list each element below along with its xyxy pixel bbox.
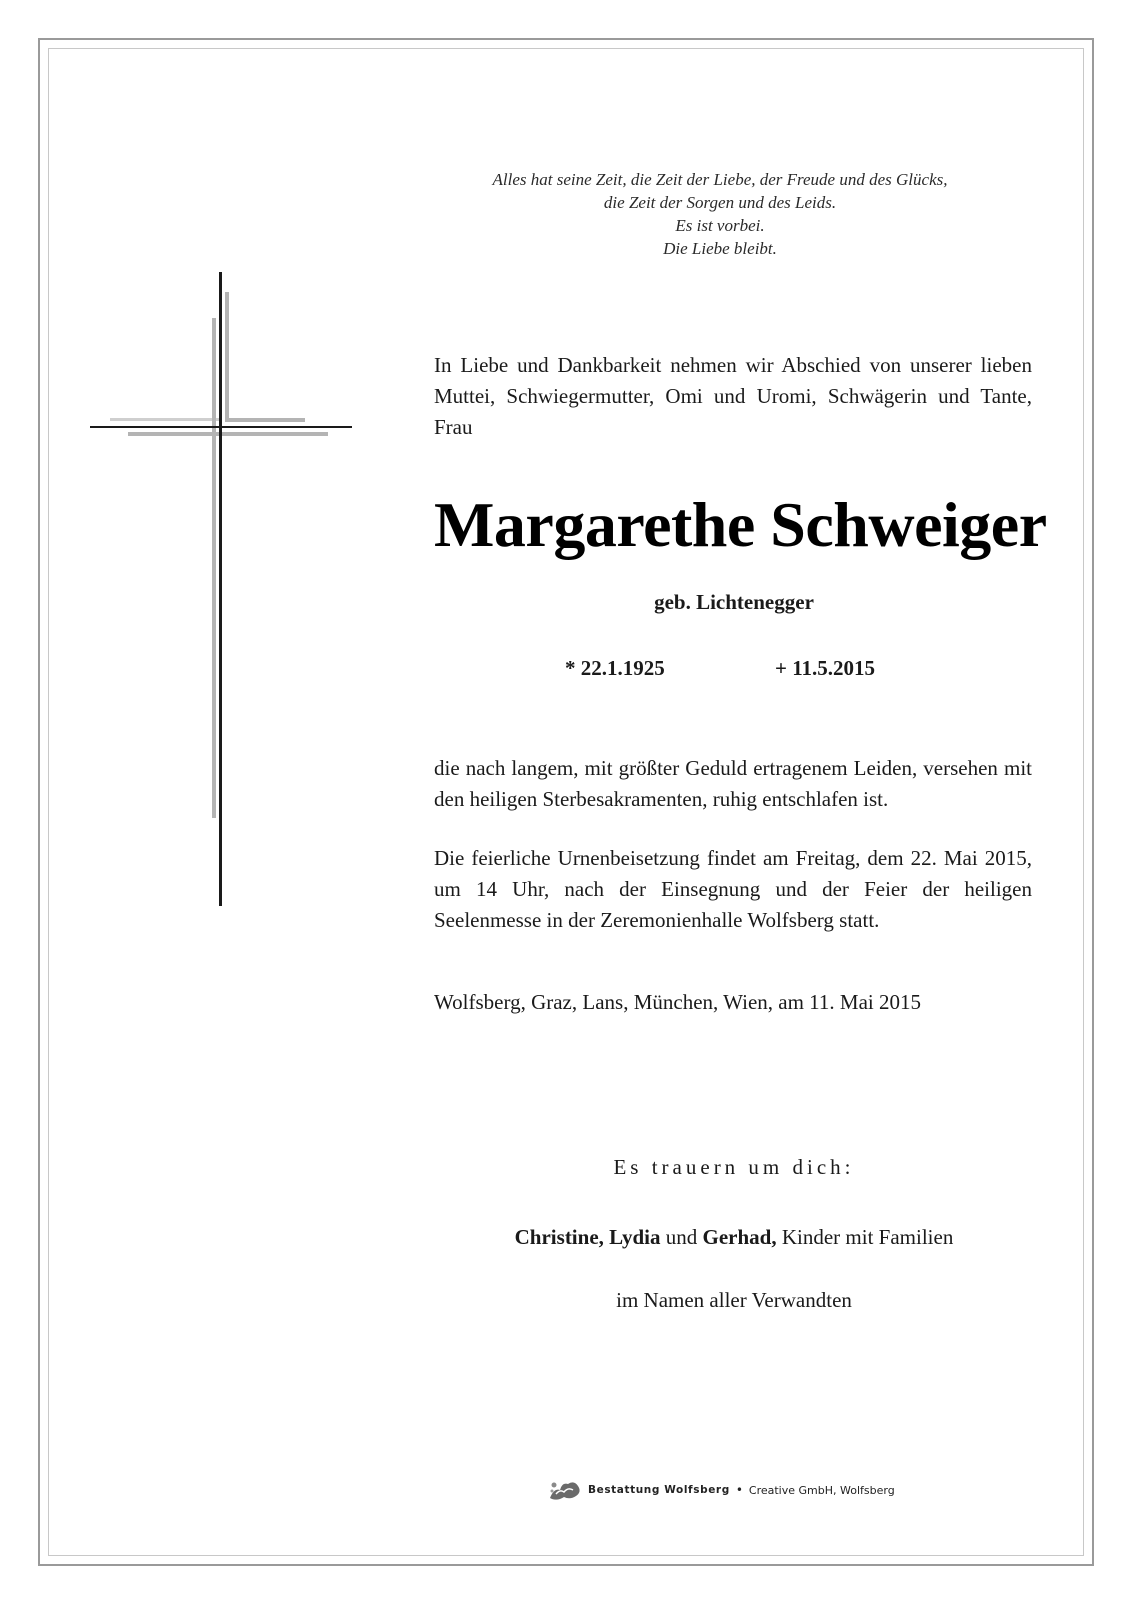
cross-horizontal-beam (90, 426, 352, 428)
birth-date: * 22.1.1925 (565, 656, 665, 680)
ceremony-paragraph: Die feierliche Urnenbeisetzung findet am Freitag, dem 22. Mai 2015, um 14 Uhr, nach der Einsegnung und der Feier der heiligen Seelenmesse in der Zeremonienhalle Wolfsberg statt. (434, 846, 1032, 932)
cross-shadow-vertical-upper (225, 292, 229, 422)
motto-line: die Zeit der Sorgen und des Leids. (603, 193, 837, 212)
company-name: Bestattung Wolfsberg (588, 1484, 730, 1496)
funeral-home-logo-icon (548, 1478, 582, 1502)
death-date: + 11.5.2015 (775, 656, 876, 680)
mourner-relation: Kinder mit Familien (781, 1225, 954, 1249)
motto-line: Die Liebe bleibt. (663, 239, 777, 258)
motto-line: Es ist vorbei. (675, 216, 765, 235)
intro-text: In Liebe und Dankbarkeit nehmen wir Abschied von unserer lieben Muttei, Schwiegermutter, Omi und Uromi, Schwägerin und Tante, Frau (434, 353, 1032, 439)
deceased-name: Margarethe Schweiger (434, 489, 1047, 560)
mourners-family (434, 1225, 1034, 1250)
maiden-name: geb. Lichtenegger (654, 590, 814, 614)
motto-quote (420, 168, 1020, 260)
mourner-name: Gerhad, (702, 1225, 777, 1249)
relatives-line: im Namen aller Verwandten (616, 1288, 852, 1312)
cross-shadow-horizontal-left (110, 418, 220, 421)
cross-shadow-vertical-lower (212, 318, 216, 818)
mourners-heading: Es trauern um dich: (613, 1155, 855, 1179)
cross-shadow-horizontal-lower (128, 432, 328, 436)
place-and-date: Wolfsberg, Graz, Lans, München, Wien, am 11. Mai 2015 (434, 990, 921, 1014)
mourner-name: Christine, (514, 1225, 604, 1249)
footer-credit (548, 1474, 895, 1506)
mourner-connector: und (665, 1225, 698, 1249)
credit-text: Creative GmbH, Wolfsberg (748, 1483, 895, 1497)
passing-paragraph: die nach langem, mit größter Geduld ertragenem Leiden, versehen mit den heiligen Sterbesakramenten, ruhig entschlafen ist. (434, 756, 1032, 811)
motto-line: Alles hat seine Zeit, die Zeit der Liebe, der Freude und des Glücks, (492, 170, 948, 189)
cross-shadow-horizontal-right (225, 418, 305, 422)
mourner-name: Lydia (609, 1225, 661, 1249)
footer-separator: • (735, 1483, 743, 1497)
cross-vertical-beam (219, 272, 222, 906)
